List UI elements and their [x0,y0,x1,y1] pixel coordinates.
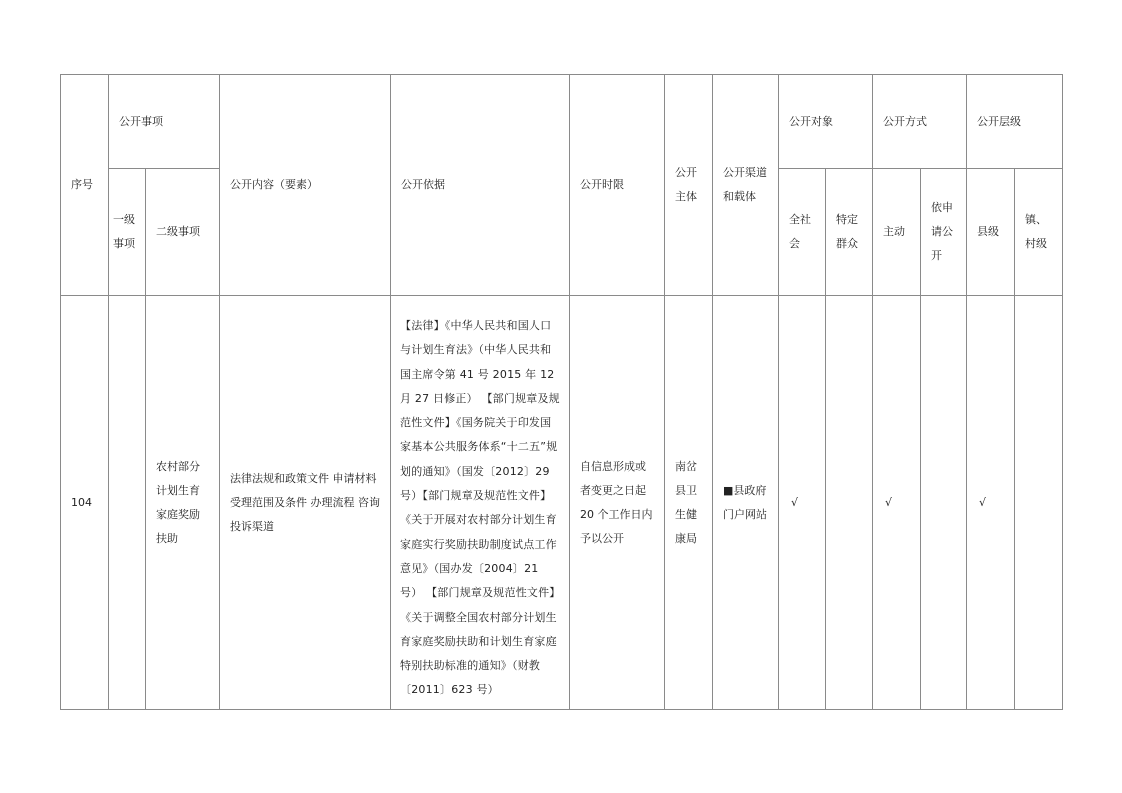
row-level-town [1015,296,1063,710]
header-item: 公开事项 [109,75,220,169]
row-level-county: √ [967,296,1015,710]
header-target-all: 全社会 [779,169,826,296]
row-seq: 104 [61,296,109,710]
header-row-1 [61,75,1063,169]
row-method-apply [921,296,967,710]
header-seq: 序号 [61,75,109,296]
row-content: 法律法规和政策文件 申请材料 受理范围及条件 办理流程 咨询投诉渠道 [220,296,391,710]
disclosure-table [60,74,1063,710]
header-method-apply: 依申请公开 [921,169,967,296]
row-basis: 【法律】《中华人民共和国人口与计划生育法》（中华人民共和国主席令第 41 号 2015 年 12 月 27 日修正） 【部门规章及规范性文件】《国务院关于印发国家基本公共服务体系“十二五”规划的通知》（国发〔2012〕29 号）【部门规章及规范性文件】《关于开展对农村部分计划生育家庭实行奖励扶助制度试点工作意见》（国办发〔2004〕21 号） 【部门规章及规范性文件】《关于调整全国农村部分计划生育家庭奖励扶助和计划生育家庭特别扶助标准的通知》（财教〔2011〕623 号） [391,296,570,710]
row-target-all: √ [779,296,826,710]
row-target-specific [826,296,873,710]
table-row [61,296,1063,710]
header-level1: 一级事项 [109,169,146,296]
header-level-town: 镇、村级 [1015,169,1063,296]
header-target: 公开对象 [779,75,873,169]
row-channel: ■县政府门户网站 [713,296,779,710]
header-target-specific: 特定群众 [826,169,873,296]
row-method-active: √ [873,296,921,710]
row-subject: 南岔县卫生健康局 [665,296,713,710]
header-subject: 公开主体 [665,75,713,296]
header-level: 公开层级 [967,75,1063,169]
row-time-limit: 自信息形成或者变更之日起 20 个工作日内予以公开 [570,296,665,710]
header-channel: 公开渠道和载体 [713,75,779,296]
header-basis: 公开依据 [391,75,570,296]
header-method-active: 主动 [873,169,921,296]
header-content: 公开内容（要素） [220,75,391,296]
row-level1 [109,296,146,710]
header-time-limit: 公开时限 [570,75,665,296]
row-level2: 农村部分计划生育家庭奖励扶助 [146,296,220,710]
header-method: 公开方式 [873,75,967,169]
header-level-county: 县级 [967,169,1015,296]
header-level2: 二级事项 [146,169,220,296]
